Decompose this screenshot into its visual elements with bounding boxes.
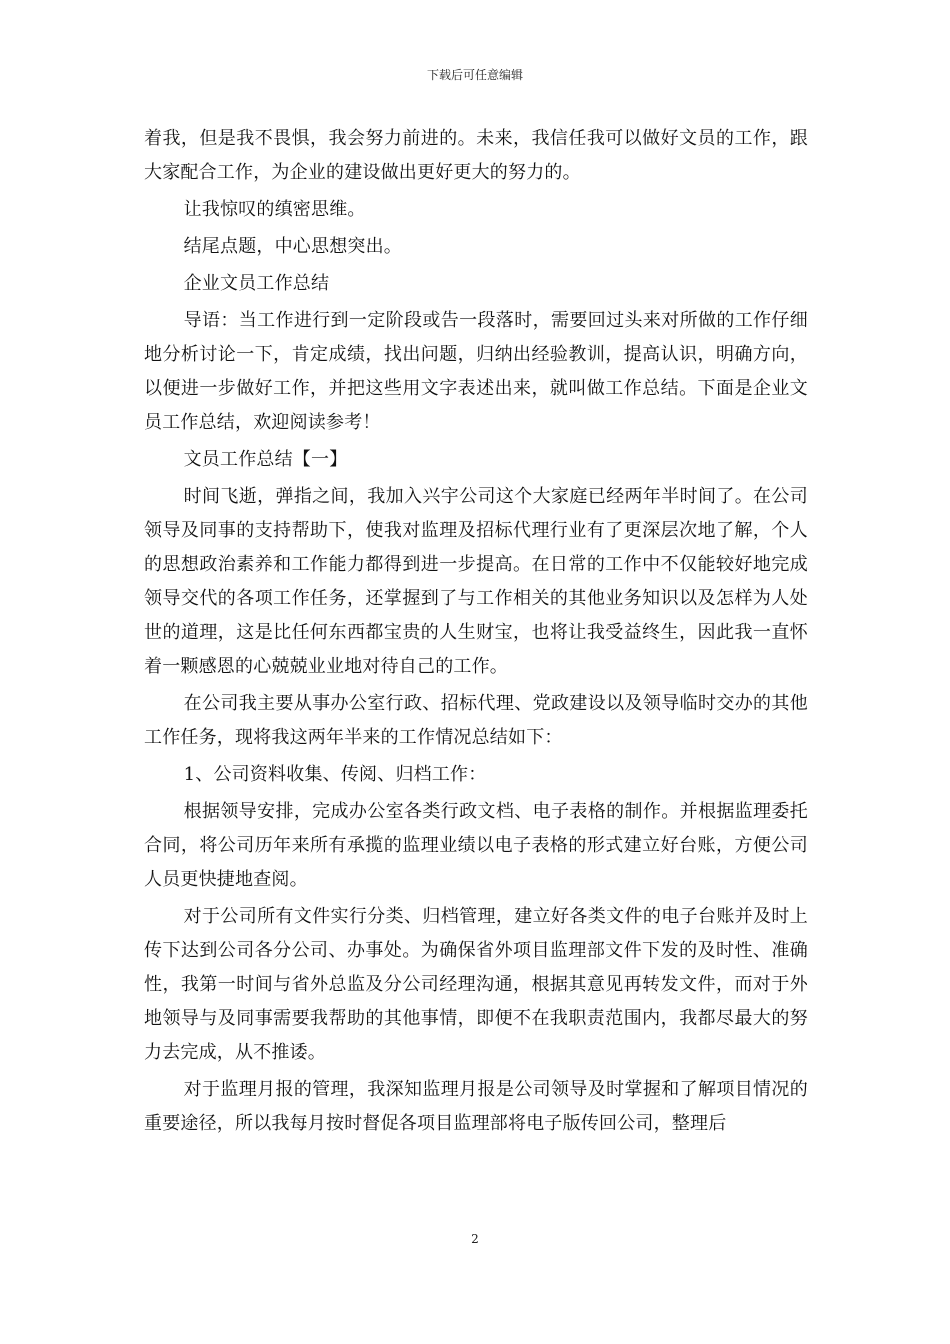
list-item-heading: 1、公司资料收集、传阅、归档工作：	[183, 764, 487, 785]
paragraph-intro: 导语：当工作进行到一定阶段或告一段落时，需要回过头来对所做的工作仔细地分析讨论一下，肯定成绩，找出问题，归纳出经验教训，提高认识，明确方向，以便进一步做好工作，并把这些用文字表述出来，就叫做工作总结。下面是企业文员工作总结，欢迎阅读参考！	[144, 310, 808, 433]
paragraph-comment-1: 让我惊叹的缜密思维。	[183, 199, 366, 220]
paragraph-comment-2: 结尾点题，中心思想突出。	[183, 236, 402, 257]
paragraph-body: 根据领导安排，完成办公室各类行政文档、电子表格的制作。并根据监理委托合同，将公司历年来所有承揽的监理业绩以电子表格的形式建立好台账，方便公司人员更快捷地查阅。	[144, 801, 808, 890]
paragraph-body: 对于公司所有文件实行分类、归档管理，建立好各类文件的电子台账并及时上传下达到公司各分公司、办事处。为确保省外项目监理部文件下发的及时性、准确性，我第一时间与省外总监及分公司经理沟通，根据其意见再转发文件，而对于外地领导与及同事需要我帮助的其他事情，即便不在我职责范围内，我都尽最大的努力去完成，从不推诿。	[144, 906, 808, 1063]
paragraph-continuation: 着我，但是我不畏惧，我会努力前进的。未来，我信任我可以做好文员的工作，跟大家配合工作，为企业的建设做出更好更大的努力的。	[144, 128, 808, 183]
paragraph-body: 时间飞逝，弹指之间，我加入兴宇公司这个大家庭已经两年半时间了。在公司领导及同事的支持帮助下，使我对监理及招标代理行业有了更深层次地了解，个人的思想政治素养和工作能力都得到进一步提高。在日常的工作中不仅能较好地完成领导交代的各项工作任务，还掌握到了与工作相关的其他业务知识以及怎样为人处世的道理，这是比任何东西都宝贵的人生财宝，也将让我受益终生，因此我一直怀着一颗感恩的心兢兢业业地对待自己的工作。	[144, 486, 808, 677]
page-header: 下载后可任意编辑	[426, 68, 523, 82]
subsection-title: 文员工作总结【一】	[183, 449, 348, 470]
paragraph-body: 对于监理月报的管理，我深知监理月报是公司领导及时掌握和了解项目情况的重要途径，所以我每月按时督促各项目监理部将电子版传回公司，整理后	[144, 1079, 808, 1134]
page-number: 2	[471, 1232, 479, 1246]
paragraph-body: 在公司我主要从事办公室行政、招标代理、党政建设以及领导临时交办的其他工作任务，现将我这两年半来的工作情况总结如下：	[144, 693, 808, 748]
section-title: 企业文员工作总结	[183, 273, 330, 294]
document-body	[144, 122, 808, 1144]
